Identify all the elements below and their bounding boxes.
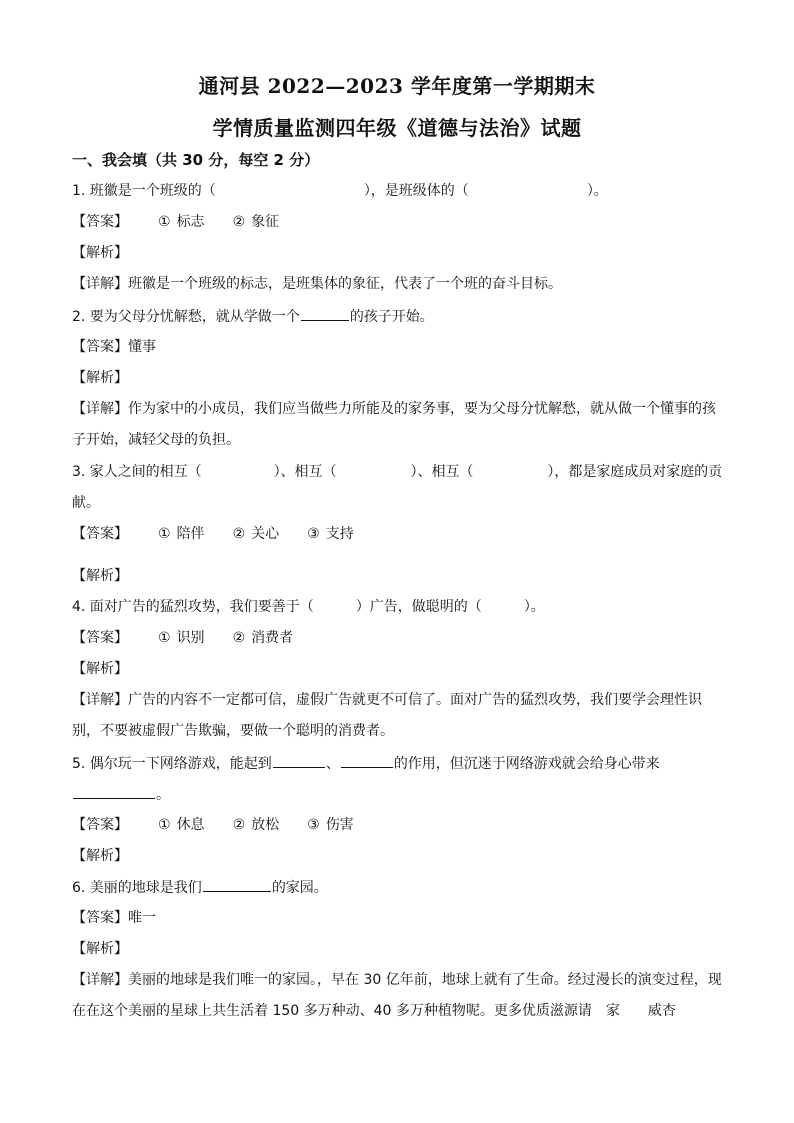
answer-text: 支持 — [325, 526, 354, 542]
q3-text-d: ），都是家庭成员对家庭的贡 — [547, 464, 723, 480]
answer-text: 放松 — [251, 817, 280, 833]
answer-label: 【答案】 — [72, 630, 128, 646]
q3-text-a: 3. 家人之间的相互（ — [72, 464, 202, 480]
section-heading: 一、我会填（共 30 分，每空 2 分） — [72, 151, 320, 169]
answer-text: 象征 — [251, 214, 280, 230]
fill-blank — [203, 877, 271, 892]
question-6 — [72, 877, 328, 898]
question-1 — [72, 181, 608, 201]
q5-answer-row — [72, 815, 354, 835]
answer-marker: ③ — [307, 526, 320, 542]
detail-label: 【详解】 — [72, 401, 128, 417]
q4-analysis-label: 【解析】 — [72, 661, 128, 677]
q3-text-e: 献。 — [72, 495, 100, 511]
answer-text: 休息 — [176, 817, 205, 833]
answer-marker: ① — [158, 214, 171, 230]
answer-marker: ② — [232, 630, 246, 646]
answer-marker: ① — [158, 817, 171, 833]
q5-analysis-label: 【解析】 — [72, 848, 128, 864]
answer-marker: ② — [232, 526, 246, 542]
q2-analysis-label: 【解析】 — [72, 370, 128, 386]
detail-text: 美丽的地球是我们唯一的家园。，早在 30 亿年前，地球上就有了生命。经过漫长的演变过程，现 — [128, 972, 722, 988]
answer-marker: ③ — [307, 817, 320, 833]
q3-analysis-label: 【解析】 — [72, 568, 128, 584]
answer-label: 【答案】 — [72, 817, 128, 833]
q1-analysis-label: 【解析】 — [72, 245, 128, 261]
answer-label: 【答案】 — [72, 526, 128, 542]
q5-text-a: 5. 偶尔玩一下网络游戏，能起到 — [72, 756, 272, 772]
q1-detail — [72, 274, 562, 294]
q2-text-b: 的孩子开始。 — [349, 309, 434, 325]
fill-blank — [273, 753, 325, 768]
q6-detail-1 — [72, 970, 722, 990]
q2-answer-row — [72, 337, 156, 357]
q3-text-c: ）、相互（ — [410, 464, 474, 480]
detail-text: 作为家中的小成员，我们应当做些力所能及的家务事，要为父母分忧解愁，就从做一个懂事的孩 — [128, 401, 716, 417]
answer-marker: ① — [158, 630, 171, 646]
q6-text-a: 6. 美丽的地球是我们 — [72, 880, 202, 896]
q4-detail-1 — [72, 690, 702, 710]
answer-label: 【答案】 — [72, 910, 128, 926]
q1-answer-row — [72, 212, 279, 232]
q1-text-b: ），是班级体的（ — [363, 183, 469, 199]
doc-title-line1: 通河县 2022—2023 学年度第一学期期末 — [198, 74, 596, 98]
q6-text-b: 的家园。 — [271, 880, 328, 896]
q3-answer-row — [72, 524, 354, 544]
fill-blank — [73, 784, 155, 799]
q4-text-c: ）。 — [523, 599, 545, 615]
question-5 — [72, 753, 660, 774]
q1-text-a: 1. 班徽是一个班级的（ — [72, 183, 216, 199]
question-5-cont — [72, 784, 170, 805]
q4-answer-row — [72, 628, 293, 648]
question-2 — [72, 306, 434, 327]
q5-text-d: 。 — [156, 787, 170, 803]
answer-text: 陪伴 — [176, 526, 205, 542]
answer-text: 关心 — [251, 526, 280, 542]
answer-text: 识别 — [176, 630, 205, 646]
answer-text: 伤害 — [325, 817, 354, 833]
detail-label: 【详解】 — [72, 276, 128, 292]
q3-text-b: ）、相互（ — [273, 464, 337, 480]
answer-label: 【答案】 — [72, 339, 128, 355]
question-3 — [72, 462, 722, 482]
fill-blank — [301, 306, 349, 321]
detail-text: 广告的内容不一定都可信，虚假广告就更不可信了。面对广告的猛烈攻势，我们要学会理性识 — [128, 692, 702, 708]
q1-text-c: ）。 — [586, 183, 608, 199]
q5-text-c: 的作用，但沉迷于网络游戏就会给身心带来 — [393, 756, 660, 772]
fill-blank — [341, 753, 393, 768]
answer-text: 标志 — [176, 214, 205, 230]
answer-text: 唯一 — [128, 910, 156, 926]
answer-label: 【答案】 — [72, 214, 128, 230]
question-4 — [72, 597, 545, 617]
q5-text-b: 、 — [325, 756, 340, 772]
answer-marker: ① — [158, 526, 171, 542]
answer-text: 消费者 — [251, 630, 294, 646]
q2-detail-2: 子开始，减轻父母的负担。 — [72, 432, 240, 448]
q4-text-b: ）广告，做聪明的（ — [355, 599, 482, 615]
detail-label: 【详解】 — [72, 692, 128, 708]
q2-text-a: 2. 要为父母分忧解愁，就从学做一个 — [72, 309, 300, 325]
q6-analysis-label: 【解析】 — [72, 941, 128, 957]
q6-detail-2: 在在这个美丽的星球上共生活着 150 多万种动、40 多万种植物呢。更多优质滋源请 家 威杏 — [72, 1003, 676, 1019]
q4-text-a: 4. 面对广告的猛烈攻势，我们要善于（ — [72, 599, 314, 615]
answer-text: 懂事 — [128, 339, 156, 355]
detail-label: 【详解】 — [72, 972, 128, 988]
q4-detail-2: 别，不要被虚假广告欺骗，要做一个聪明的消费者。 — [72, 723, 394, 739]
answer-marker: ② — [232, 214, 246, 230]
q6-answer-row — [72, 908, 156, 928]
answer-marker: ② — [232, 817, 246, 833]
detail-text: 班徽是一个班级的标志，是班集体的象征，代表了一个班的奋斗目标。 — [128, 276, 562, 292]
doc-title-line2: 学情质量监测四年级《道德与法治》试题 — [212, 116, 582, 140]
q2-detail-1 — [72, 399, 716, 419]
